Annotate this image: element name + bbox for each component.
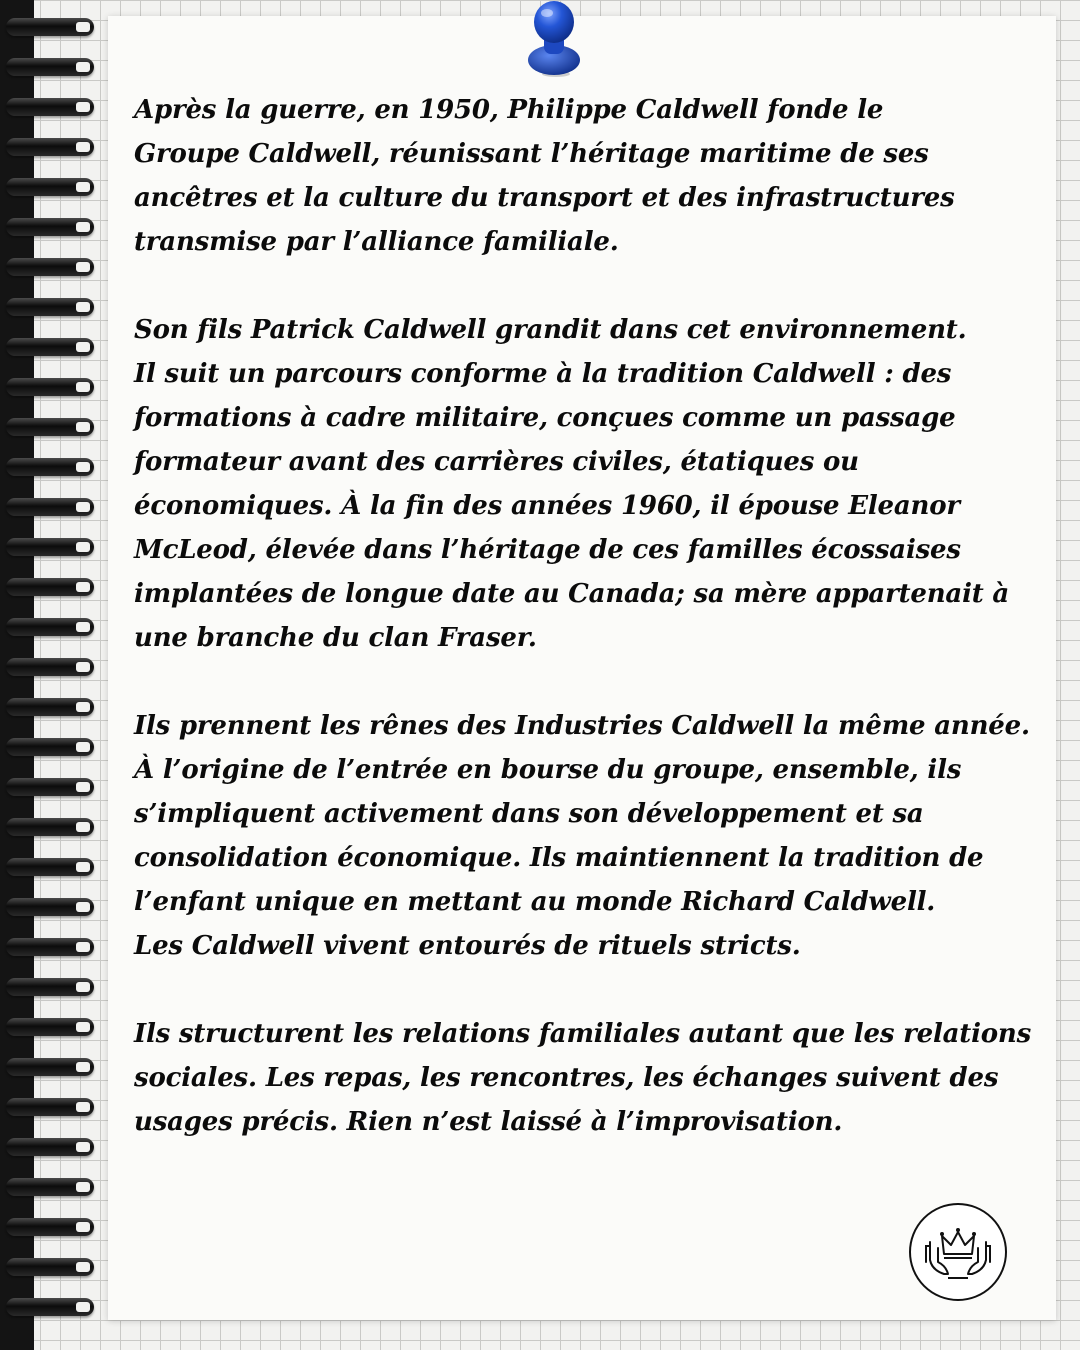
spiral-ring — [6, 338, 94, 356]
spiral-ring — [6, 1298, 94, 1316]
spiral-ring — [6, 178, 94, 196]
paragraph-postwar-founding: Après la guerre, en 1950, Philippe Caldwell fonde le Groupe Caldwell, réunissant l’héritage maritime de ses ancêtres et la culture du transport et des infrastructures transmise par l’alliance familiale. — [134, 95, 955, 257]
push-pin-svg — [522, 0, 586, 78]
spiral-ring — [6, 578, 94, 596]
spiral-ring — [6, 818, 94, 836]
spiral-ring — [6, 538, 94, 556]
spiral-ring — [6, 1058, 94, 1076]
spiral-ring — [6, 218, 94, 236]
paragraph-patrick-caldwell: Son fils Patrick Caldwell grandit dans cet environnement. Il suit un parcours conforme à la tradition Caldwell : des formations à cadre militaire, conçues comme un passage formateur avant des carrières civiles, étatiques ou économiques. À la fin des années 1960, il épouse Eleanor McLeod, élevée dans l’héritage de ces familles écossaises implantées de longue date au Canada; sa mère appartenait à une branche du clan Fraser. — [134, 315, 1010, 653]
note-body — [134, 88, 1044, 1188]
spiral-ring — [6, 658, 94, 676]
paragraph-industries-caldwell: Ils prennent les rênes des Industries Caldwell la même année. À l’origine de l’entrée en bourse du groupe, ensemble, ils s’impliquent activement dans son développement et sa consolidation économique. Ils maintiennent la tradition de l’enfant unique en mettant au monde Richard Caldwell. Les Caldwell vivent entourés de rituels stricts. — [134, 711, 1030, 961]
logo-svg — [908, 1202, 1008, 1302]
spiral-ring — [6, 938, 94, 956]
crown-hands-logo-icon — [908, 1202, 1008, 1302]
spiral-ring — [6, 378, 94, 396]
spiral-ring — [6, 418, 94, 436]
spiral-ring — [6, 858, 94, 876]
spiral-ring — [6, 1098, 94, 1116]
spiral-ring — [6, 1178, 94, 1196]
spiral-ring — [6, 18, 94, 36]
spiral-ring — [6, 1138, 94, 1156]
spiral-ring — [6, 298, 94, 316]
spiral-ring — [6, 1018, 94, 1036]
spiral-ring — [6, 738, 94, 756]
spiral-ring — [6, 98, 94, 116]
spiral-ring — [6, 1258, 94, 1276]
spiral-ring — [6, 698, 94, 716]
spiral-ring — [6, 1218, 94, 1236]
spiral-ring — [6, 978, 94, 996]
paragraph-family-rituals: Ils structurent les relations familiales autant que les relations sociales. Les repas, les rencontres, les échanges suivent des usages précis. Rien n’est laissé à l’improvisation. — [134, 1019, 1032, 1137]
spiral-ring — [6, 258, 94, 276]
spiral-ring — [6, 138, 94, 156]
spiral-ring — [6, 498, 94, 516]
spiral-ring — [6, 618, 94, 636]
spiral-ring — [6, 778, 94, 796]
spiral-ring — [6, 458, 94, 476]
spiral-ring — [6, 898, 94, 916]
spiral-ring — [6, 58, 94, 76]
push-pin-icon — [522, 0, 586, 78]
